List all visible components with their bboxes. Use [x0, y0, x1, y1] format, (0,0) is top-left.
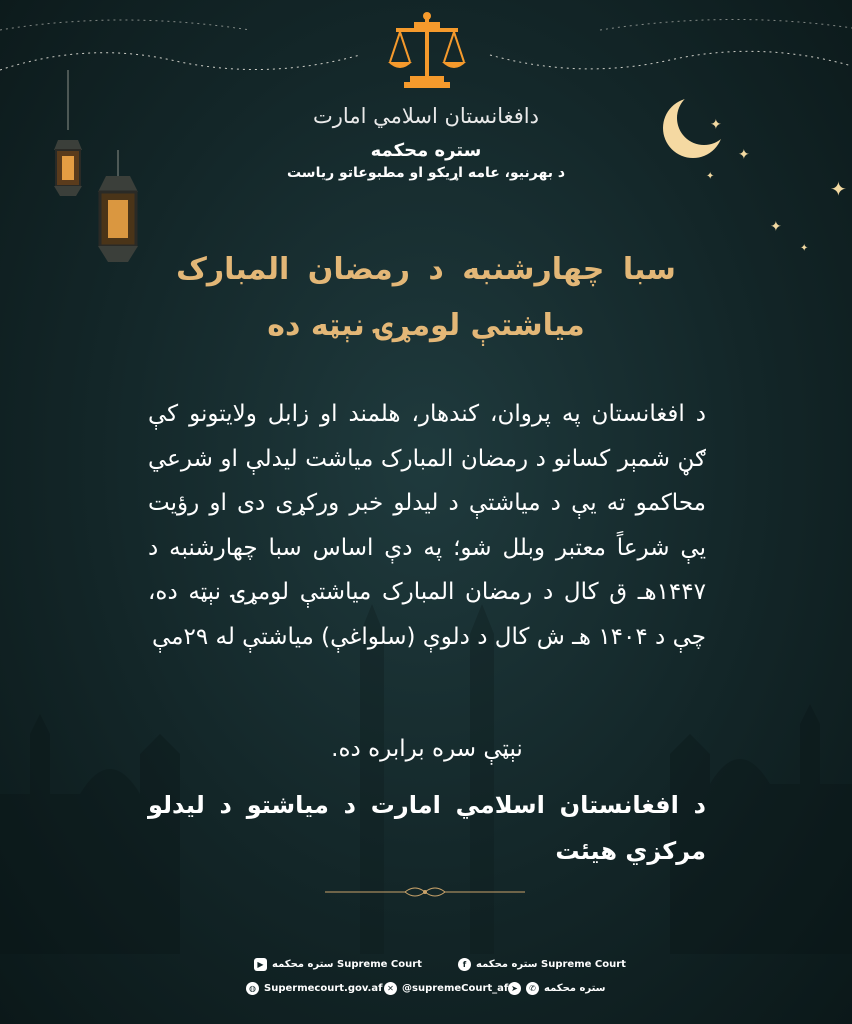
announcement-title-line2: میاشتې لومړۍ نېټه ده	[267, 308, 585, 343]
x-handle: @supremeCourt_af	[402, 983, 509, 994]
star-icon: ✦	[800, 243, 809, 254]
footer	[0, 940, 852, 1024]
court-name: ستره محکمه	[370, 140, 482, 161]
star-icon: ✦	[710, 117, 722, 133]
website-link[interactable]	[246, 982, 382, 995]
announcement-body-end: نېټې سره برابره ده.	[331, 736, 523, 762]
star-icon: ✦	[706, 171, 715, 182]
star-icon: ✦	[830, 177, 847, 201]
telegram-icon: ➤	[508, 982, 521, 995]
messaging-links[interactable]	[508, 982, 606, 995]
scales-of-justice-icon	[386, 12, 468, 90]
globe-icon: ◍	[246, 982, 259, 995]
star-icon: ✦	[770, 219, 782, 235]
facebook-label: ستره محکمه Supreme Court	[476, 959, 626, 970]
divider-ornament	[325, 882, 525, 902]
whatsapp-icon: ✆	[526, 982, 539, 995]
website-label: Supermecourt.gov.af	[264, 983, 383, 994]
messaging-label: ستره محکمه	[544, 983, 606, 994]
announcement-signature: د افغانستان اسلامي امارت د میاشتو د لیدلو مرکزي هیئت	[148, 791, 706, 865]
announcement-title-line1: سبا چهارشنبه د رمضان المبارک	[176, 252, 676, 287]
youtube-link[interactable]	[254, 958, 422, 971]
emirate-calligraphy: دافغانستان اسلامي امارت	[313, 104, 539, 128]
star-icon: ✦	[738, 147, 750, 163]
facebook-icon: f	[458, 958, 471, 971]
youtube-icon: ▶	[254, 958, 267, 971]
youtube-label: ستره محکمه Supreme Court	[272, 959, 422, 970]
x-link[interactable]	[384, 982, 508, 995]
department-name: د بهرنیو، عامه اړیکو او مطبوعاتو ریاست	[286, 165, 566, 181]
announcement-body: د افغانستان په پروان، کندهار، هلمند او زابل ولایتونو کې ګڼ شمېر کسانو د رمضان المبارک میاشت لیدلې او شرعي محاکمو ته یې د میاشتې د لیدلو خبر ورکړی دی او رؤیت یې شرعاً معتبر وبلل شو؛ په دې اساس سبا چهارشنبه د ۱۴۴۷هـ ق کال د رمضان المبارک میاشتې لومړۍ نېټه ده، چې د ۱۴۰۴ هـ ش کال د دلوې (سلواغې) میاشتې له ۲۹مې	[148, 401, 706, 650]
x-icon: ✕	[384, 982, 397, 995]
facebook-link[interactable]	[458, 958, 626, 971]
